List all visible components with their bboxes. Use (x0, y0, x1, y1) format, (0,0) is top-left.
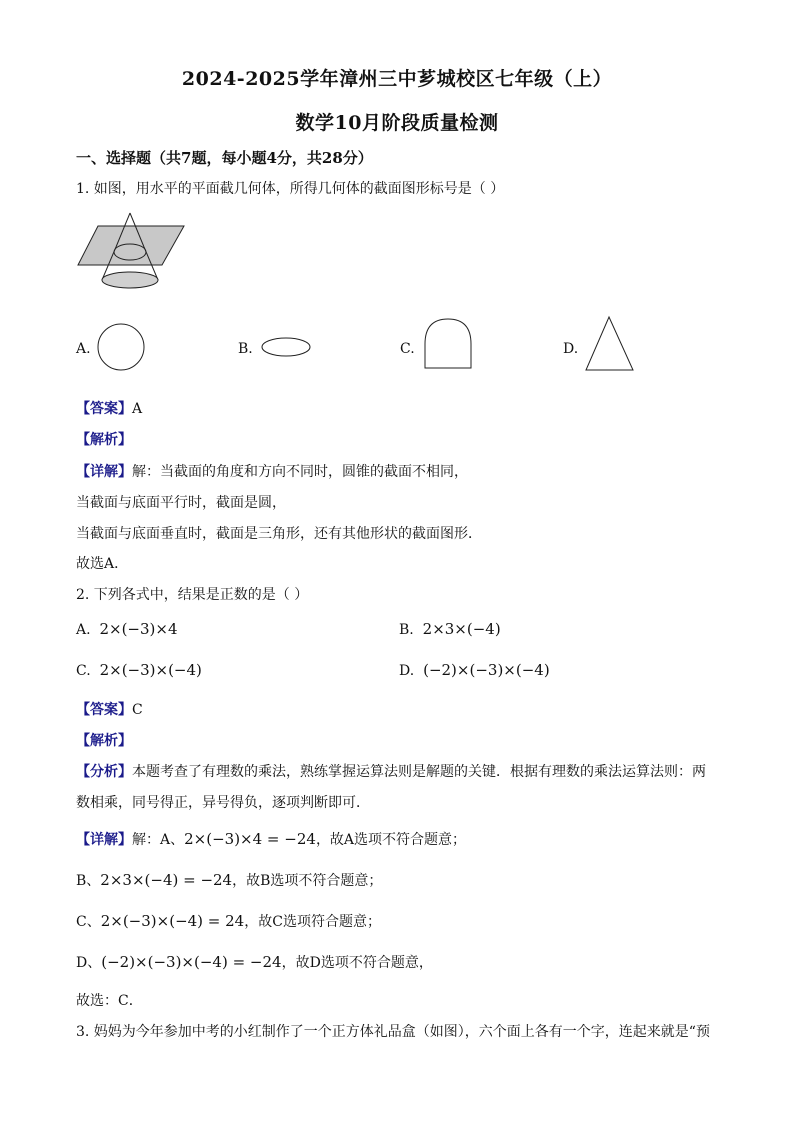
q2-analysis-tag: 【解析】 (76, 733, 132, 749)
q1-option-b-ellipse (262, 337, 312, 359)
q1-option-c-arch (423, 318, 475, 370)
answer-tag: 【答案】 (76, 401, 132, 417)
q3-stem: 3. 妈妈为今年参加中考的小红制作了一个正方体礼品盒（如图），六个面上各有一个字，连起来就是“预 (76, 1024, 710, 1040)
q1-answer (76, 398, 142, 418)
q2-fenxi-line2: 数相乘，同号得正，异号得负，逐项判断即可． (76, 795, 370, 811)
document-title-line2: 数学10月阶段质量检测 (295, 112, 499, 134)
q2-conclusion: 故选：C． (76, 993, 143, 1009)
q1-option-b-label: B. (238, 341, 253, 357)
detail-tag: 【详解】 (76, 464, 132, 480)
q2-option-a-expr: 2×(−3)×4 (99, 620, 178, 638)
q1-option-a-circle (97, 323, 147, 373)
q2-option-b-expr: 2×3×(−4) (422, 620, 501, 638)
q1-analysis-tag: 【解析】 (76, 432, 132, 448)
q2-option-c: C. 2×(−3)×(−4) (76, 661, 202, 679)
q1-detail-line3: 当截面与底面垂直时，截面是三角形，还有其他形状的截面图形． (76, 526, 482, 542)
q2-option-c-expr: 2×(−3)×(−4) (99, 661, 202, 679)
q1-figure-cone-with-plane (76, 210, 188, 292)
q1-option-c-label: C. (400, 341, 415, 357)
q1-stem: 1. 如图，用水平的平面截几何体，所得几何体的截面图形标号是（ ） (76, 181, 505, 197)
q2-detail-d: D、(−2)×(−3)×(−4) = −24，故D选项不符合题意， (76, 953, 433, 971)
q1-conclusion: 故选A． (76, 556, 129, 572)
q2-detail-b: B、2×3×(−4) = −24，故B选项不符合题意； (76, 871, 383, 889)
q1-detail-line2: 当截面与底面平行时，截面是圆， (76, 495, 286, 511)
q1-answer-value: A (132, 401, 143, 417)
q2-option-b: B. 2×3×(−4) (399, 620, 501, 638)
q2-answer-value: C (132, 702, 143, 718)
q2-option-d-expr: (−2)×(−3)×(−4) (423, 661, 550, 679)
q2-option-d: D. (−2)×(−3)×(−4) (399, 661, 550, 679)
document-title-line1: 2024-2025学年漳州三中芗城校区七年级（上） (181, 68, 613, 90)
section-heading: 一、选择题（共7题，每小题4分，共28分） (76, 149, 373, 167)
q2-answer: 【答案】C (76, 702, 143, 718)
q1-option-a-label: A. (76, 341, 91, 357)
q2-option-a: A. 2×(−3)×4 (76, 620, 178, 638)
q2-detail-a: 【详解】解：A、2×(−3)×4 = −24，故A选项不符合题意； (76, 830, 467, 848)
q2-fenxi-line1: 【分析】本题考查了有理数的乘法，熟练掌握运算法则是解题的关键．根据有理数的乘法运算法则：两 (76, 764, 706, 780)
q2-stem: 2. 下列各式中，结果是正数的是（ ） (76, 587, 309, 603)
q2-detail-c: C、2×(−3)×(−4) = 24，故C选项符合题意； (76, 912, 381, 930)
q1-option-d-triangle (585, 316, 637, 372)
q1-option-d-label: D. (563, 341, 579, 357)
q1-detail-line1: 【详解】解：当截面的角度和方向不同时，圆锥的截面不相同， (76, 464, 468, 480)
